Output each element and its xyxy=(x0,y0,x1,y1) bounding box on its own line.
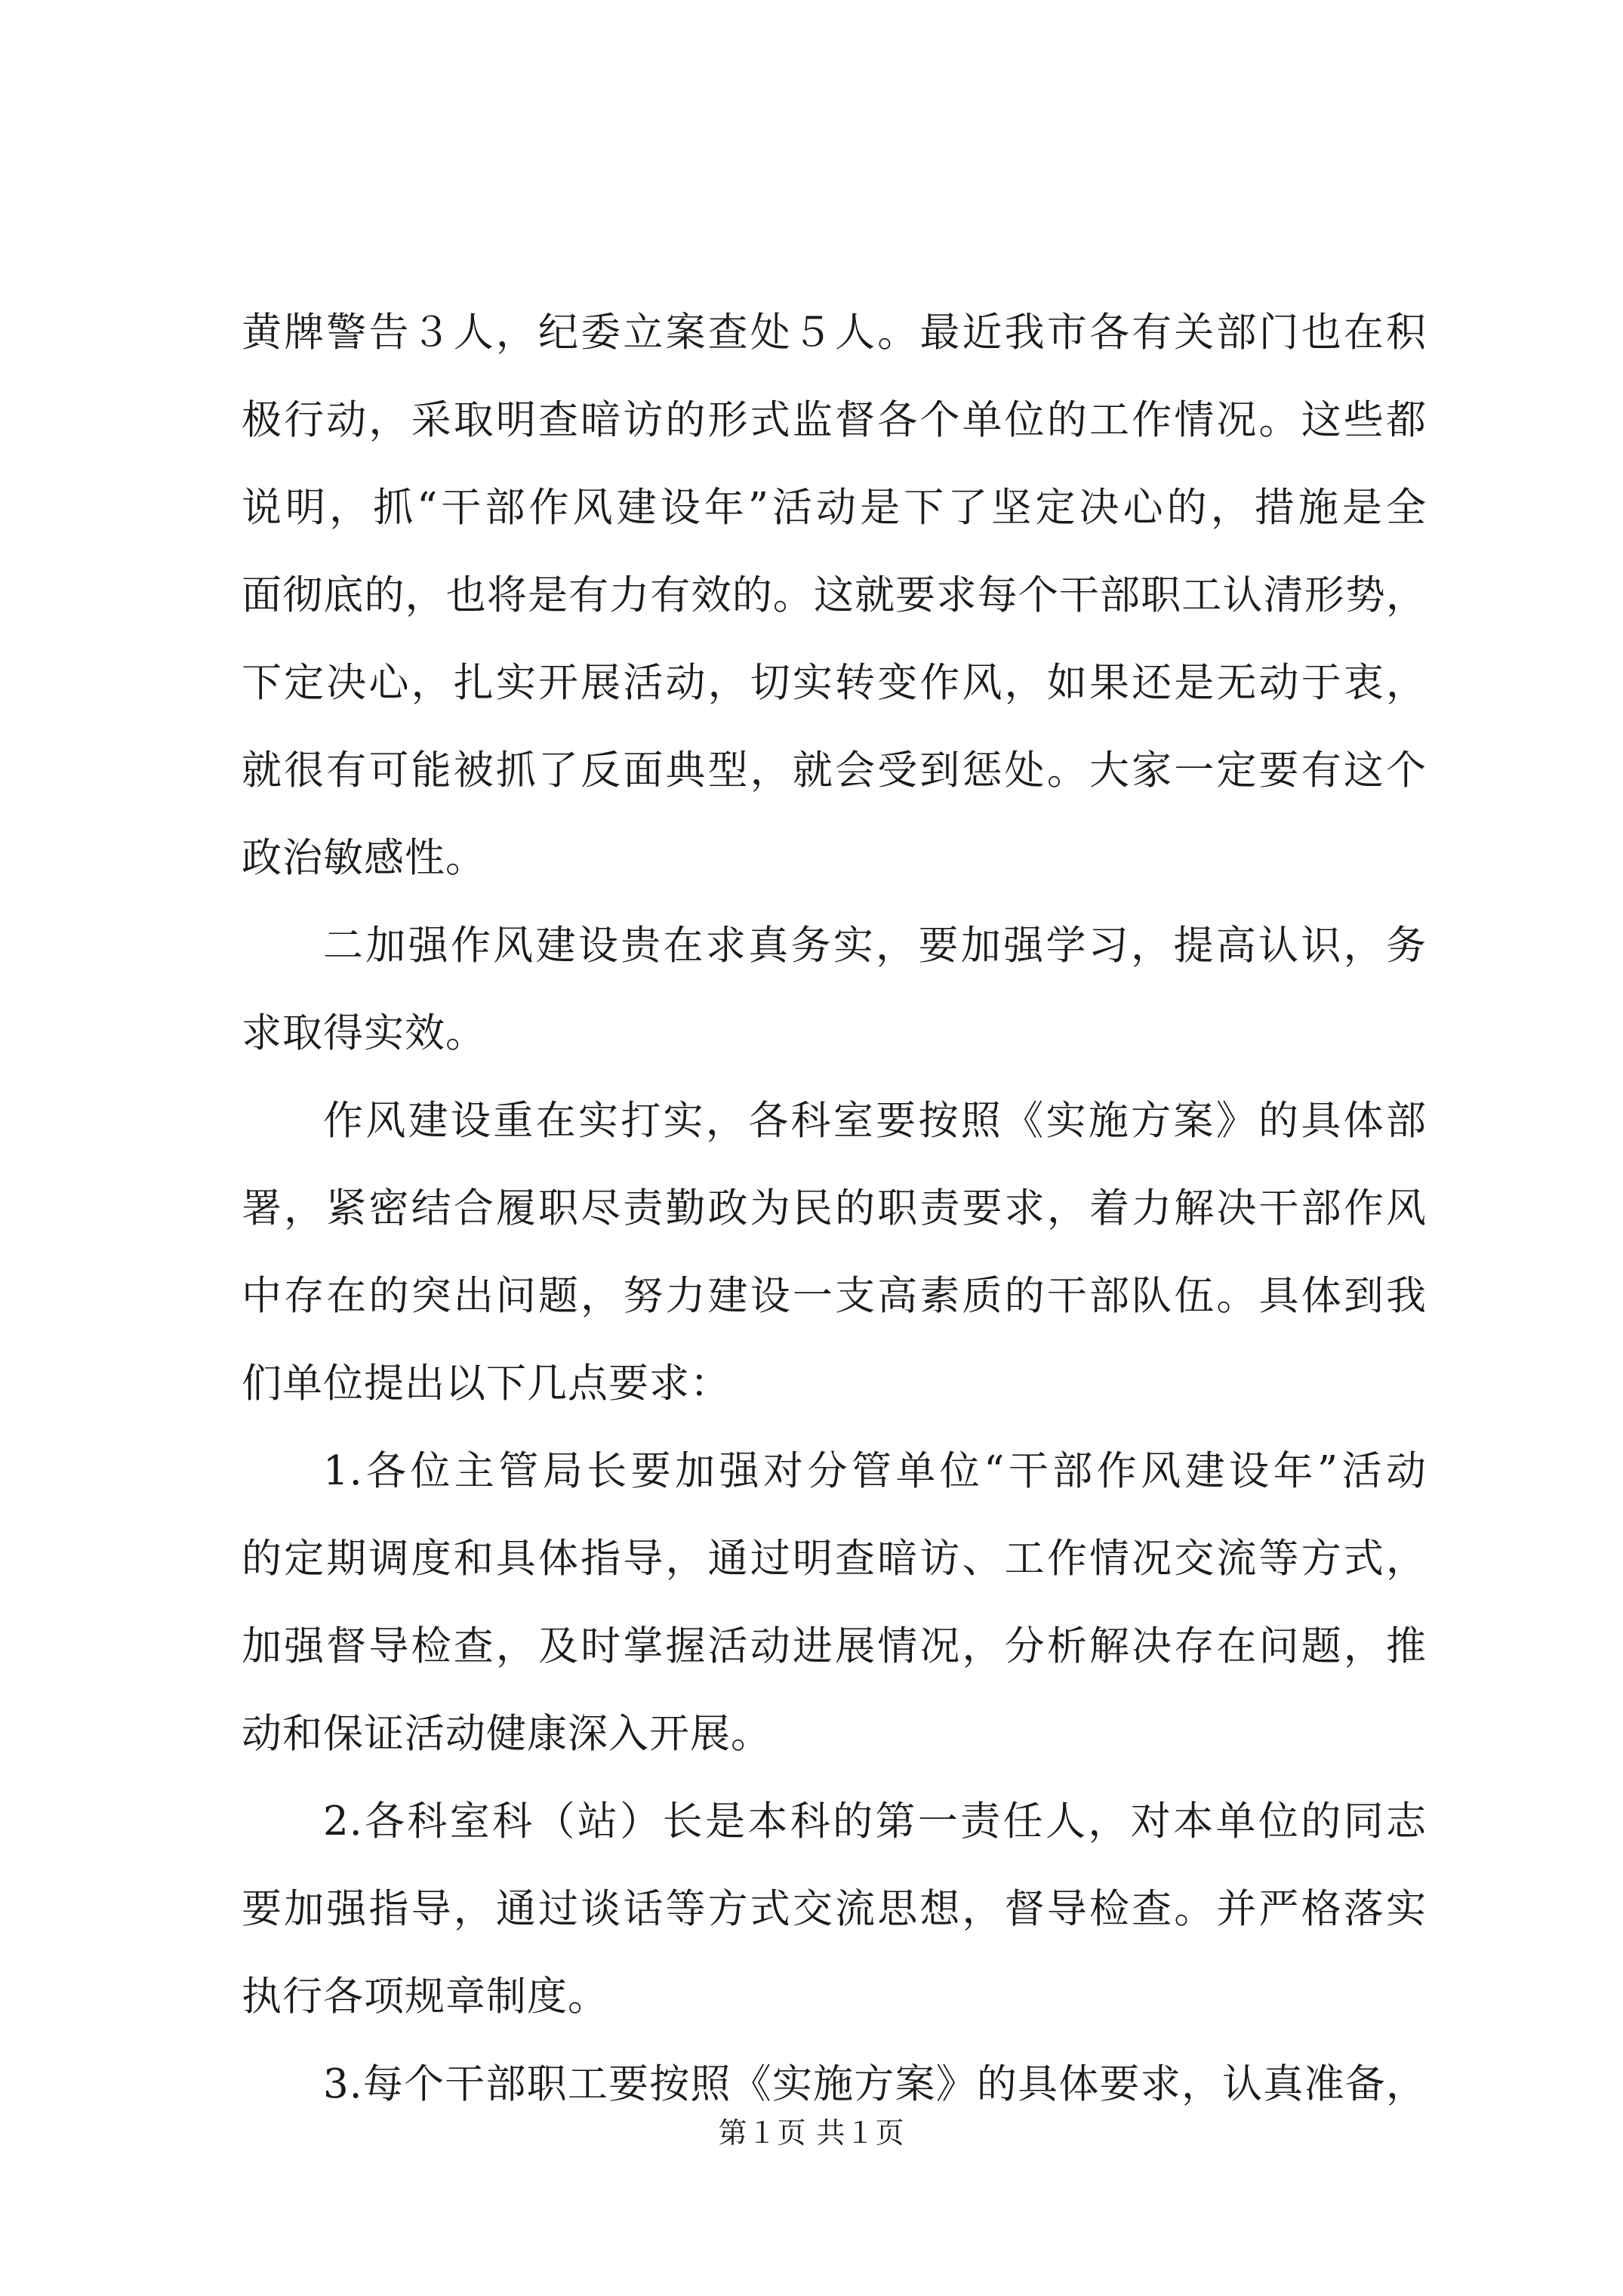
text-line: 中存在的突出问题，努力建设一支高素质的干部队伍。具体到我 xyxy=(242,1273,1427,1319)
text-line: 面彻底的，也将是有力有效的。这就要求每个干部职工认清形势， xyxy=(242,572,1427,618)
text-line: 们单位提出以下几点要求： xyxy=(242,1361,731,1407)
text-line: 加强督导检查，及时掌握活动进展情况，分析解决存在问题，推 xyxy=(242,1623,1427,1669)
document-body xyxy=(242,289,1427,2128)
text-line: 二加强作风建设贵在求真务实，要加强学习，提高认识，务 xyxy=(323,923,1427,969)
text-line: 求取得实效。 xyxy=(242,1010,486,1056)
text-line: 要加强指导，通过谈话等方式交流思想，督导检查。并严格落实 xyxy=(242,1886,1427,1932)
text-line: 就很有可能被抓了反面典型，就会受到惩处。大家一定要有这个 xyxy=(242,747,1427,794)
text-line: 政治敏感性。 xyxy=(242,835,486,881)
text-line: 说明，抓“干部作风建设年”活动是下了坚定决心的，措施是全 xyxy=(242,485,1427,531)
text-line: 2.各科室科（站）长是本科的第一责任人，对本单位的同志 xyxy=(323,1798,1427,1845)
text-line: 黄牌警告３人，纪委立案查处５人。最近我市各有关部门也在积 xyxy=(242,310,1427,356)
text-line: 动和保证活动健康深入开展。 xyxy=(242,1711,771,1757)
text-line: 下定决心，扎实开展活动，切实转变作风，如果还是无动于衷， xyxy=(242,660,1427,706)
text-line: 1.各位主管局长要加强对分管单位“干部作风建设年”活动 xyxy=(323,1448,1427,1494)
text-line: 3.每个干部职工要按照《实施方案》的具体要求，认真准备， xyxy=(323,2061,1427,2107)
page-footer: 第１页 共１页 xyxy=(718,2116,905,2150)
text-line: 署，紧密结合履职尽责勤政为民的职责要求，着力解决干部作风 xyxy=(242,1185,1427,1231)
text-line: 执行各项规章制度。 xyxy=(242,1974,608,2020)
text-line: 的定期调度和具体指导，通过明查暗访、工作情况交流等方式， xyxy=(242,1536,1427,1582)
text-line: 极行动，采取明查暗访的形式监督各个单位的工作情况。这些都 xyxy=(242,397,1427,443)
text-line: 作风建设重在实打实，各科室要按照《实施方案》的具体部 xyxy=(323,1098,1427,1144)
